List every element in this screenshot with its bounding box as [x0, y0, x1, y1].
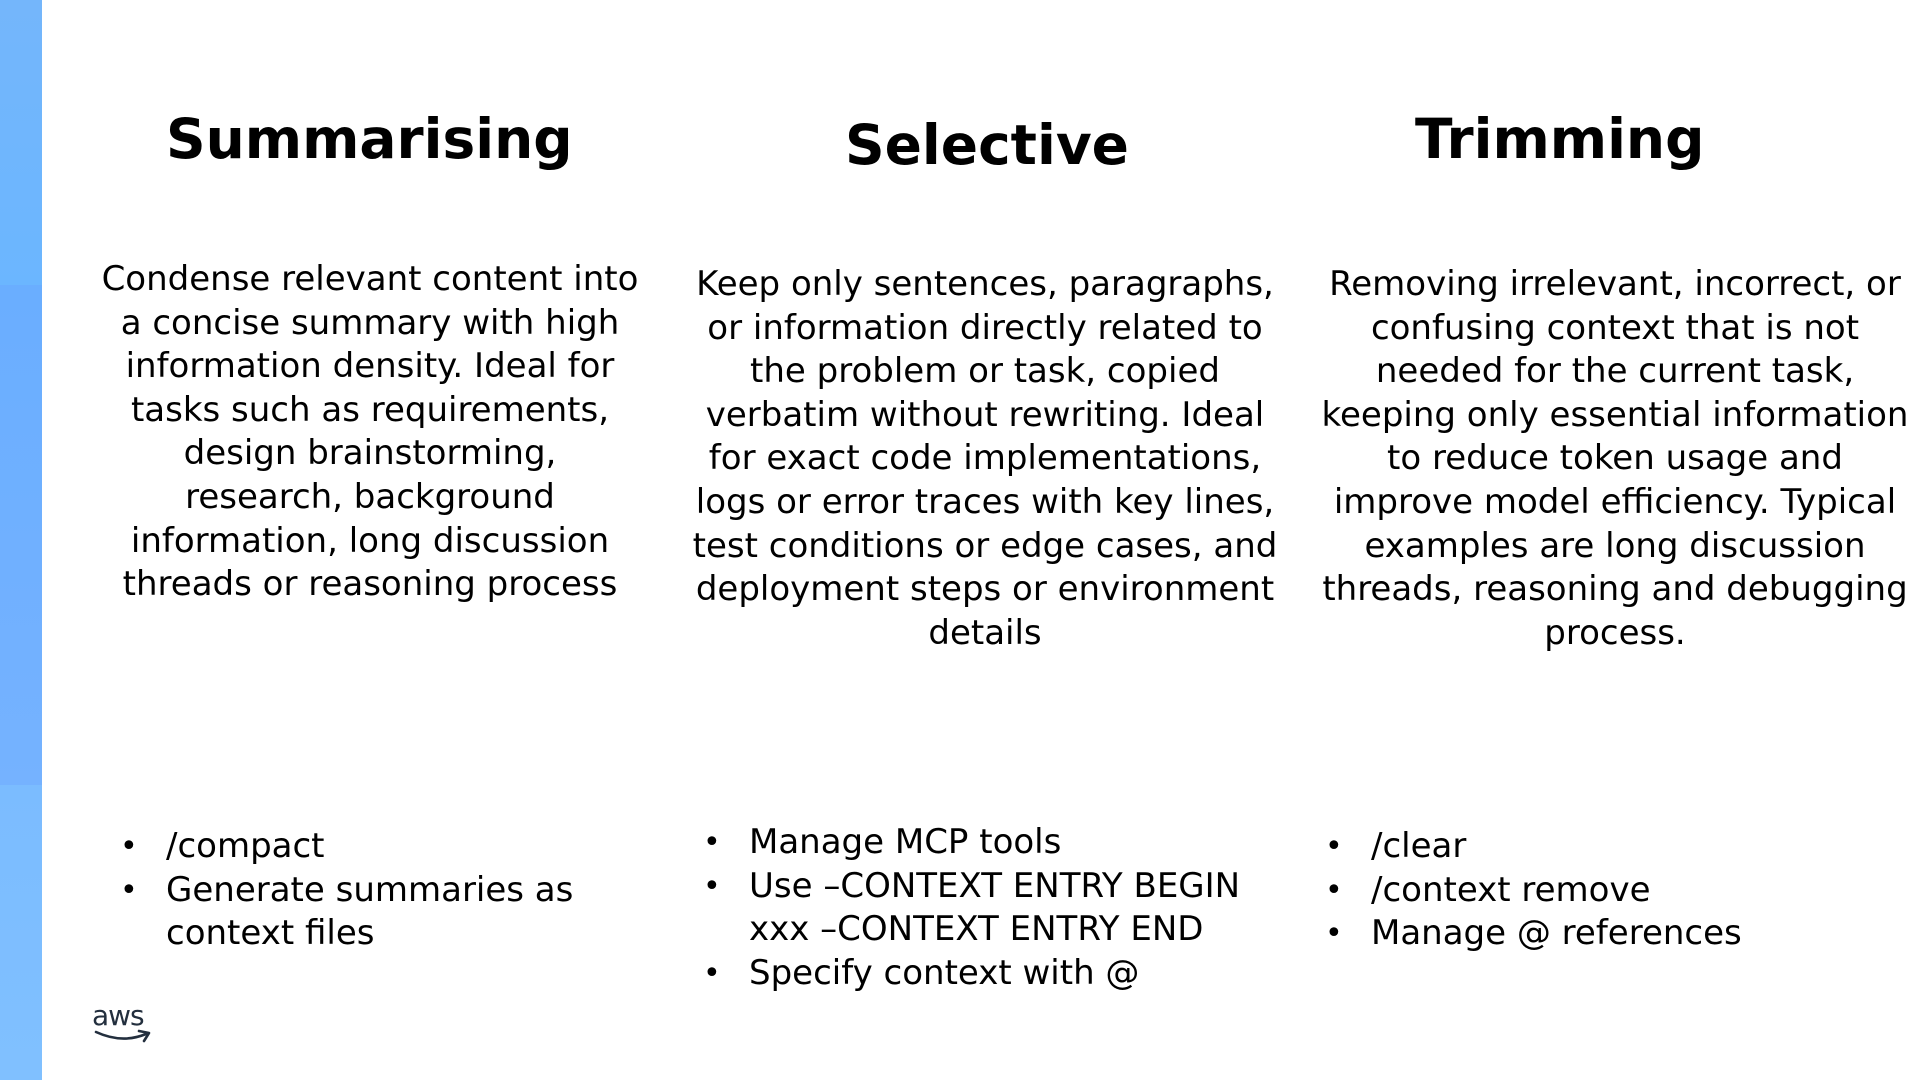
- accent-bar-segment-top: [0, 0, 42, 285]
- list-item: [120, 869, 620, 956]
- list-item: [1325, 869, 1885, 913]
- list-item: [1325, 912, 1885, 956]
- bullet-icon: •: [1325, 916, 1343, 952]
- bullet-list: [1325, 825, 1885, 956]
- bullet-icon: •: [703, 825, 721, 860]
- bullet-list: [120, 825, 620, 956]
- aws-smile-icon: [94, 1028, 156, 1046]
- column-trimming: [1315, 0, 1915, 1080]
- column-description: Condense relevant content into a concise summary with high information density. Ideal for tasks such as requirements, design brainstorming, research, background information, long discussion threads or reasoning process: [101, 259, 639, 605]
- list-item-text: Manage @ references: [1371, 913, 1742, 954]
- list-item: [1325, 825, 1885, 869]
- bullet-icon: •: [1325, 872, 1343, 908]
- list-item-text: Use –CONTEXT ENTRY BEGIN xxx –CONTEXT ENTRY END: [749, 865, 1241, 950]
- column-title: Summarising: [166, 107, 573, 171]
- bullet-icon: •: [1325, 829, 1343, 864]
- bullet-list: [703, 821, 1273, 995]
- list-item: [703, 865, 1273, 952]
- column-description: Removing irrelevant, incorrect, or confusing context that is not needed for the current task, keeping only essential information to reduce token usage and improve model efficiency. Typical examples are long discussion threads, reasoning and debugging process.: [1321, 264, 1909, 653]
- bullet-icon: •: [703, 868, 721, 904]
- column-description: Keep only sentences, paragraphs, or information directly related to the problem or task, copied verbatim without rewriting. Ideal for exact code implementations, logs or error traces with key lines, test conditions or edge cases, and deployment steps or environment details: [692, 264, 1278, 653]
- list-item-text: Manage MCP tools: [749, 822, 1062, 862]
- list-item-text: Generate summaries as context files: [166, 869, 574, 954]
- accent-bar-segment-middle: [0, 285, 42, 785]
- list-item-text: /context remove: [1371, 869, 1651, 910]
- column-title: Selective: [845, 113, 1129, 177]
- column-title: Trimming: [1415, 107, 1705, 171]
- list-item-text: /compact: [166, 826, 325, 866]
- aws-logo-icon: [92, 999, 156, 1048]
- bullet-icon: •: [703, 955, 721, 991]
- list-item: [703, 821, 1273, 865]
- list-item: [120, 825, 620, 869]
- list-item-text: Specify context with @: [749, 952, 1140, 993]
- aws-logo-text: aws: [92, 999, 144, 1032]
- bullet-icon: •: [120, 872, 138, 908]
- bullet-icon: •: [120, 829, 138, 864]
- accent-bar-segment-bottom: [0, 785, 42, 1080]
- list-item-text: /clear: [1371, 826, 1467, 866]
- column-summarising: [100, 0, 640, 1080]
- column-selective: [690, 0, 1280, 1080]
- left-accent-bar: [0, 0, 42, 1080]
- list-item: [703, 952, 1273, 996]
